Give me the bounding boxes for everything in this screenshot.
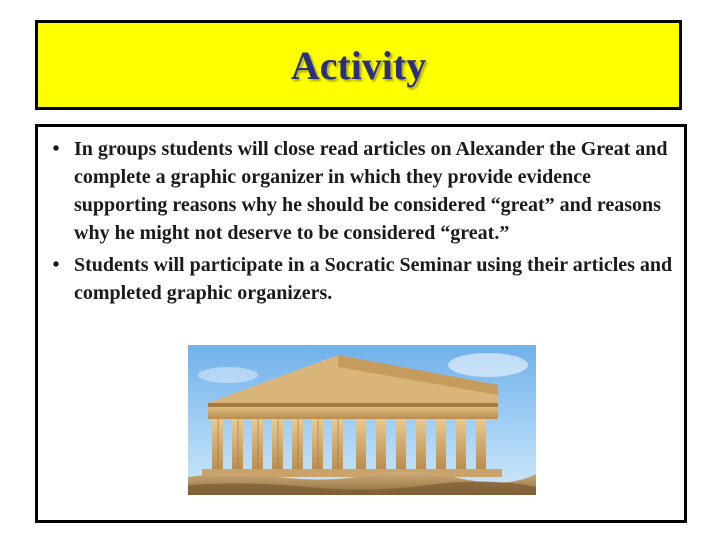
bullet-text: Students will participate in a Socratic Seminar using their articles and completed graphic organizers. [74, 254, 673, 304]
slide-title: Activity [290, 42, 427, 88]
bullet-icon: • [52, 138, 60, 160]
bullet-text: In groups students will close read articles on Alexander the Great and complete a graphic organizer in which they provide evidence supporting reasons why he should be considered “great” and reasons why he might not deserve to be considered “great.” [74, 138, 668, 244]
bullet-item [46, 135, 678, 247]
parthenon-photo [188, 345, 536, 495]
bullet-list [46, 135, 678, 311]
content-panel [35, 124, 687, 523]
title-banner [35, 20, 682, 110]
bullet-icon: • [52, 254, 60, 276]
bullet-item [46, 251, 678, 307]
parthenon-illustration [188, 345, 536, 495]
